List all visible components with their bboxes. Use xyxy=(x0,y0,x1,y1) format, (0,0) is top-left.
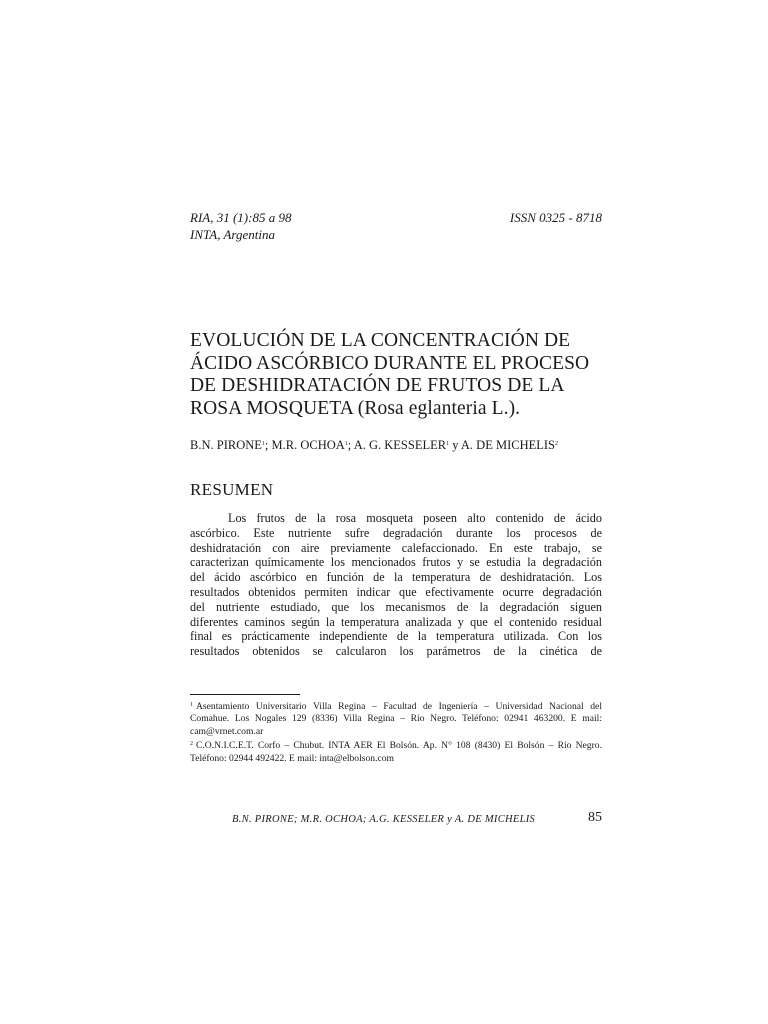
affiliation-mark: 1 xyxy=(344,441,348,447)
title-line: EVOLUCIÓN DE LA CONCENTRACIÓN DE xyxy=(190,330,571,351)
footnote-divider xyxy=(190,694,300,695)
footnotes xyxy=(190,699,602,765)
abstract-line: Los frutos de la rosa mosqueta poseen alto contenido de ácido xyxy=(228,511,602,525)
abstract-line: del nutriente estudiado, que los mecanismos de la degradación siguen xyxy=(190,599,602,614)
abstract-body xyxy=(190,511,602,659)
abstract-heading: RESUMEN xyxy=(190,480,274,499)
affiliation-mark: 1 xyxy=(261,441,265,447)
footnote-line: Comahue. Los Nogales 129 (8336) Villa Regina – Río Negro. Teléfono: 02941 463200. E mail: xyxy=(190,713,602,725)
abstract-line: resultados obtenidos permiten indicar que efectivamente ocurre degradación xyxy=(190,584,602,599)
abstract-line: diferentes caminos según la temperatura analizada y que el contenido residual xyxy=(190,614,602,629)
title-line: ÁCIDO ASCÓRBICO DURANTE EL PROCESO xyxy=(190,352,590,374)
author-name: M.R. OCHOA xyxy=(271,438,345,452)
issn: ISSN 0325 - 8718 xyxy=(509,210,602,225)
footnote-line xyxy=(190,699,602,713)
footnote-text: Asentamiento Universitario Villa Regina – Facultad de Ingeniería – Universidad Nacional del xyxy=(196,701,602,712)
author-list xyxy=(190,438,610,453)
footnote-mark: 2 xyxy=(190,741,193,748)
footnote-mark: 1 xyxy=(190,702,193,708)
footnote-line: cam@vrnet.com.ar xyxy=(190,725,264,737)
page-number: 85 xyxy=(588,810,602,825)
footnote-line xyxy=(190,738,602,752)
abstract-line: final es prácticamente independiente de la temperatura utilizada. Con los xyxy=(190,629,602,644)
running-footer-authors: B.N. PIRONE; M.R. OCHOA; A.G. KESSELER y A. DE MICHELIS xyxy=(232,814,536,825)
author-name: A. G. KESSELER xyxy=(353,438,447,452)
abstract-line: del ácido ascórbico en función de la temperatura de deshidratación. Los xyxy=(190,570,602,585)
abstract-line: resultados obtenidos se calcularon los parámetros de la cinética de xyxy=(190,644,602,659)
abstract-line: caracterizan químicamente los mencionados frutos y se estudia la degradación xyxy=(190,555,602,570)
institution: INTA, Argentina xyxy=(190,227,275,242)
footnote-line: Teléfono: 02944 492422. E mail: inta@elbolson.com xyxy=(190,752,395,764)
footnote-text: C.O.N.I.C.E.T. Corfo – Chubut. INTA AER El Bolsón. Ap. N° 108 (8430) El Bolsón – Río Negro. xyxy=(196,740,602,752)
title-line: DE DESHIDRATACIÓN DE FRUTOS DE LA xyxy=(190,375,565,396)
title-line: ROSA MOSQUETA (Rosa eglanteria L.). xyxy=(190,397,521,419)
abstract-line: deshidratación con aire previamente calefaccionado. En este trabajo, se xyxy=(190,540,602,555)
author-separator: y xyxy=(449,438,461,452)
article-title xyxy=(190,330,610,420)
journal-reference: RIA, 31 (1):85 a 98 xyxy=(190,210,292,225)
author-name: A. DE MICHELIS xyxy=(460,438,555,452)
author-name: B.N. PIRONE xyxy=(190,438,262,452)
affiliation-mark: 1 xyxy=(446,441,450,447)
author-separator: ; xyxy=(264,438,272,452)
affiliation-mark: 2 xyxy=(554,441,558,447)
author-separator: ; xyxy=(347,438,354,452)
abstract-line: ascórbico. Este nutriente sufre degradación durante los procesos de xyxy=(190,525,602,540)
